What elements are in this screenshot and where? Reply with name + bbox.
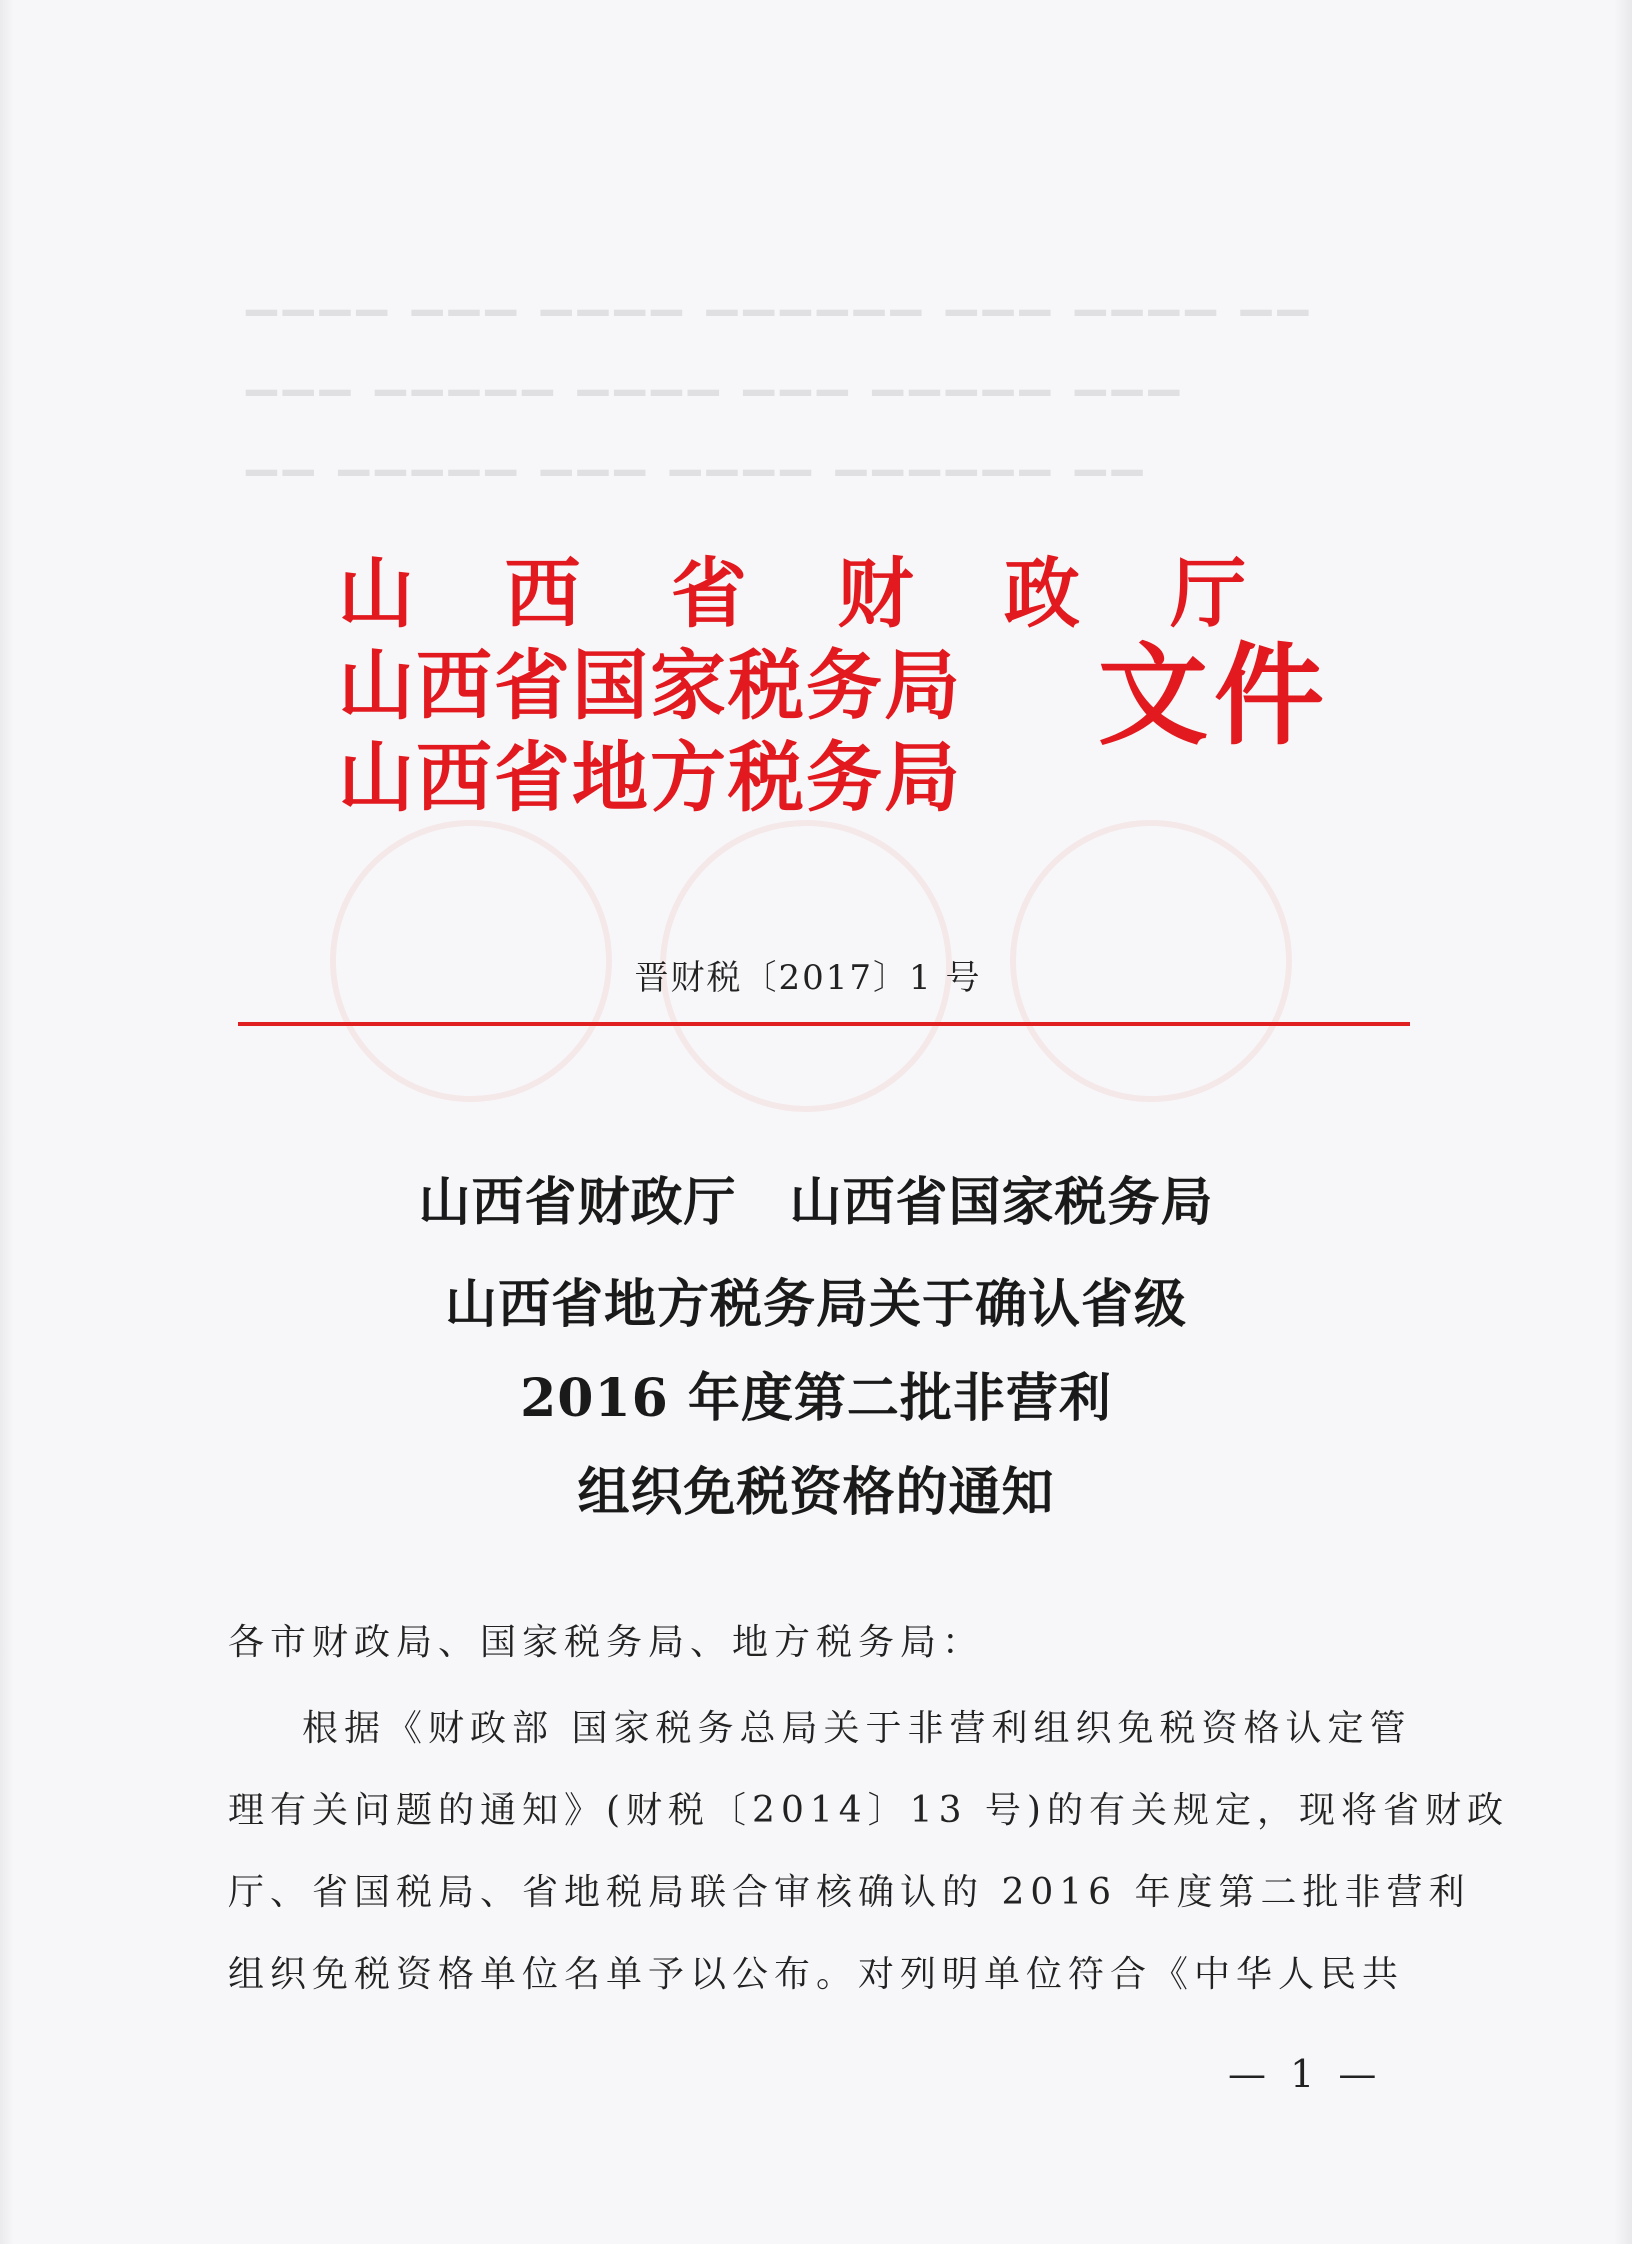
body-line-2: 理有关问题的通知》(财税〔2014〕13 号)的有关规定，现将省财政 — [228, 1790, 1509, 1831]
issuer-state-tax-bureau: 山西省国家税务局 — [338, 641, 962, 730]
title-line-4: 组织免税资格的通知 — [577, 1462, 1055, 1523]
body-line-3: 厅、省国税局、省地税局联合审核确认的 2016 年度第二批非营利 — [228, 1872, 1471, 1913]
bleed-through-text: ▁▁▁ ▁▁▁▁▁ ▁▁▁ ▁▁▁▁ ▁▁▁▁▁ ▁▁▁ — [240, 350, 1180, 396]
issuer-local-tax-bureau: 山西省地方税务局 — [338, 733, 962, 822]
red-divider-line — [238, 1022, 1410, 1026]
body-line-1: 根据《财政部 国家税务总局关于非营利组织免税资格认定管 — [302, 1708, 1412, 1749]
document-number: 晋财税〔2017〕1 号 — [634, 958, 982, 998]
document-type-label: 文件 — [1098, 631, 1330, 760]
title-line-2: 山西省地方税务局关于确认省级 — [444, 1274, 1187, 1335]
issuer-finance-dept: 山 西 省 财 政 厅 — [338, 549, 1279, 638]
bleed-through-text: ▁▁ ▁▁▁▁ ▁▁▁ ▁▁▁▁▁▁ ▁▁▁▁ ▁▁▁ ▁▁▁▁ — [240, 270, 1309, 316]
page-number: — 1 — — [1228, 2052, 1383, 2096]
bleed-through-text: ▁▁ ▁▁▁▁▁▁ ▁▁▁▁ ▁▁▁ ▁▁▁▁▁ ▁▁ — [240, 430, 1143, 476]
salutation: 各市财政局、国家税务局、地方税务局： — [228, 1622, 985, 1663]
title-line-1: 山西省财政厅 山西省国家税务局 — [418, 1172, 1214, 1233]
body-line-4: 组织免税资格单位名单予以公布。对列明单位符合《中华人民共 — [228, 1954, 1405, 1995]
title-line-3: 2016 年度第二批非营利 — [520, 1368, 1112, 1429]
